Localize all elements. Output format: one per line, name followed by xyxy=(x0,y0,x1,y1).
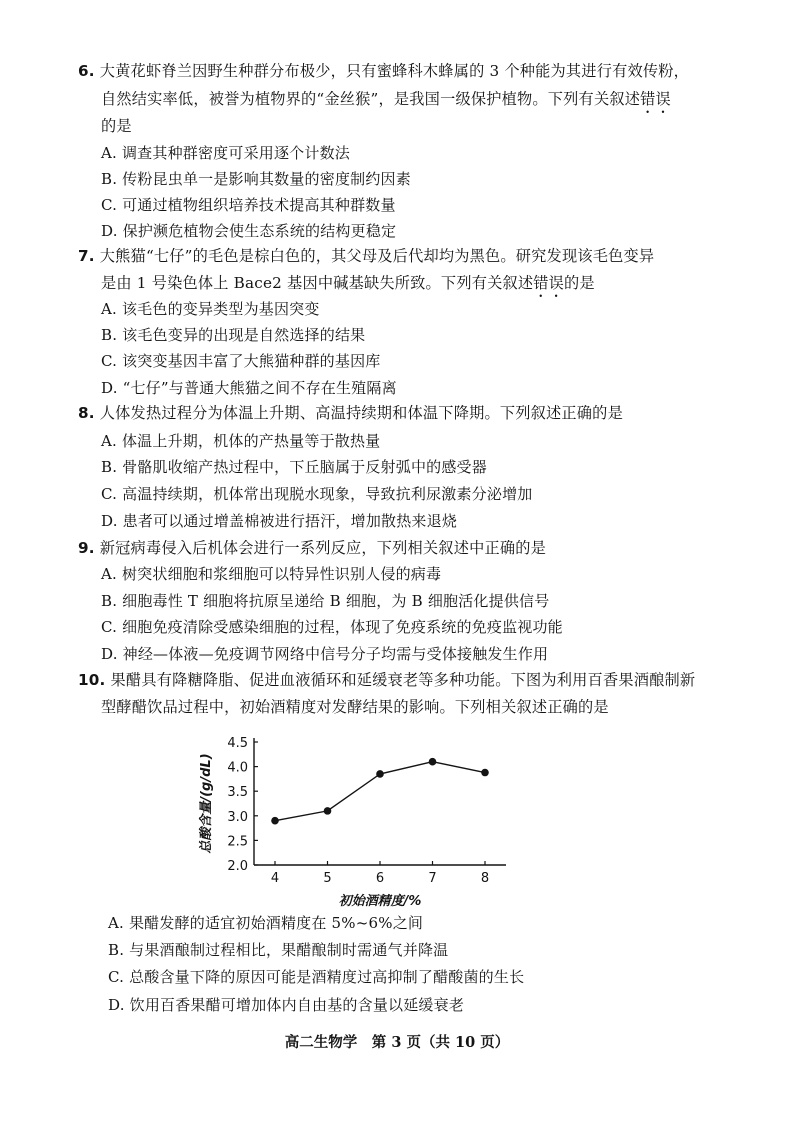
question-stem-line: 的是 xyxy=(101,117,132,135)
x-tick-label: 8 xyxy=(480,871,490,886)
question-stem-line: 9. 新冠病毒侵入后机体会进行一系列反应，下列相关叙述中正确的是 xyxy=(78,539,547,557)
emphasized-word: 错误 xyxy=(640,90,671,108)
question-stem-line: 10. 果醋具有降糖降脂、促进血液循环和延缓衰老等多种功能。下图为利用百香果酒酿制新 xyxy=(78,671,696,689)
option-a: A. 该毛色的变异类型为基因突变 xyxy=(101,300,320,318)
x-tick-label: 4 xyxy=(270,871,280,886)
data-point xyxy=(271,817,279,825)
total-acid-line-chart xyxy=(190,728,520,913)
x-axis-label: 初始酒精度/% xyxy=(338,894,422,909)
x-tick-label: 7 xyxy=(428,871,437,886)
question-number: 8. xyxy=(78,404,95,422)
question-stem-line: 型酵醋饮品过程中，初始酒精度对发酵结果的影响。下列相关叙述正确的是 xyxy=(101,698,609,716)
question-stem-line: 是由 1 号染色体上 Bace2 基因中碱基缺失所致。下列有关叙述错误的是 xyxy=(101,274,595,292)
option-b: B. 传粉昆虫单一是影响其数量的密度制约因素 xyxy=(101,170,411,188)
option-c: C. 该突变基因丰富了大熊猫种群的基因库 xyxy=(101,352,381,370)
option-d: D. 饮用百香果醋可增加体内自由基的含量以延缓衰老 xyxy=(108,996,465,1014)
option-b: B. 该毛色变异的出现是自然选择的结果 xyxy=(101,326,366,344)
option-c: C. 总酸含量下降的原因可能是酒精度过高抑制了醋酸菌的生长 xyxy=(108,968,525,986)
page-footer: 高二生物学 第 3 页（共 10 页） xyxy=(284,1034,510,1051)
question-number: 10. xyxy=(78,671,106,689)
question-stem-line: 8. 人体发热过程分为体温上升期、高温持续期和体温下降期。下列叙述正确的是 xyxy=(78,404,623,422)
question-number: 6. xyxy=(78,62,95,80)
option-b: B. 骨骼肌收缩产热过程中，下丘脑属于反射弧中的感受器 xyxy=(101,458,487,476)
option-d: D. 保护濒危植物会使生态系统的结构更稳定 xyxy=(101,222,397,240)
option-d: D. 神经—体液—免疫调节网络中信号分子均需与受体接触发生作用 xyxy=(101,645,549,663)
emphasized-word: 错误 xyxy=(533,274,565,292)
option-a: A. 调查其种群密度可采用逐个计数法 xyxy=(101,144,350,162)
y-tick-label: 4.0 xyxy=(227,760,248,776)
data-point xyxy=(376,770,384,778)
question-number: 7. xyxy=(78,247,95,265)
x-tick-label: 6 xyxy=(375,871,385,886)
y-axis-label: 总酸含量/(g/dL) xyxy=(199,753,214,854)
data-point xyxy=(324,807,332,815)
option-b: B. 细胞毒性 T 细胞将抗原呈递给 B 细胞，为 B 细胞活化提供信号 xyxy=(101,592,550,610)
question-stem-line: 自然结实率低，被誉为植物界的“金丝猴”，是我国一级保护植物。下列有关叙述错误 xyxy=(101,90,671,108)
data-point xyxy=(481,769,489,777)
option-a: A. 树突状细胞和浆细胞可以特异性识别人侵的病毒 xyxy=(101,565,442,583)
option-c: C. 细胞免疫清除受感染细胞的过程，体现了免疫系统的免疫监视功能 xyxy=(101,618,563,636)
option-a: A. 果醋发酵的适宜初始酒精度在 5%~6%之间 xyxy=(108,914,424,932)
option-d: D. 患者可以通过增盖棉被进行捂汗，增加散热来退烧 xyxy=(101,512,458,530)
y-tick-label: 2.5 xyxy=(227,834,248,850)
y-tick-label: 3.0 xyxy=(227,809,248,825)
question-stem-line: 6. 大黄花虾脊兰因野生种群分布极少，只有蜜蜂科木蜂属的 3 个种能为其进行有效传粉， xyxy=(78,62,690,80)
x-tick-label: 5 xyxy=(323,871,332,886)
option-c: C. 可通过植物组织培养技术提高其种群数量 xyxy=(101,196,396,214)
y-tick-label: 2.0 xyxy=(227,859,248,874)
y-tick-label: 4.5 xyxy=(227,736,248,751)
y-tick-label: 3.5 xyxy=(227,785,248,801)
data-point xyxy=(429,758,437,766)
option-b: B. 与果酒酿制过程相比，果醋酿制时需通气并降温 xyxy=(108,941,449,959)
question-stem-line: 7. 大熊猫“七仔”的毛色是棕白色的，其父母及后代却均为黑色。研究发现该毛色变异 xyxy=(78,247,655,265)
option-d: D. “七仔”与普通大熊猫之间不存在生殖隔离 xyxy=(101,379,397,397)
option-c: C. 高温持续期，机体常出现脱水现象，导致抗利尿激素分泌增加 xyxy=(101,485,533,503)
option-a: A. 体温上升期，机体的产热量等于散热量 xyxy=(101,432,381,450)
question-number: 9. xyxy=(78,539,95,557)
